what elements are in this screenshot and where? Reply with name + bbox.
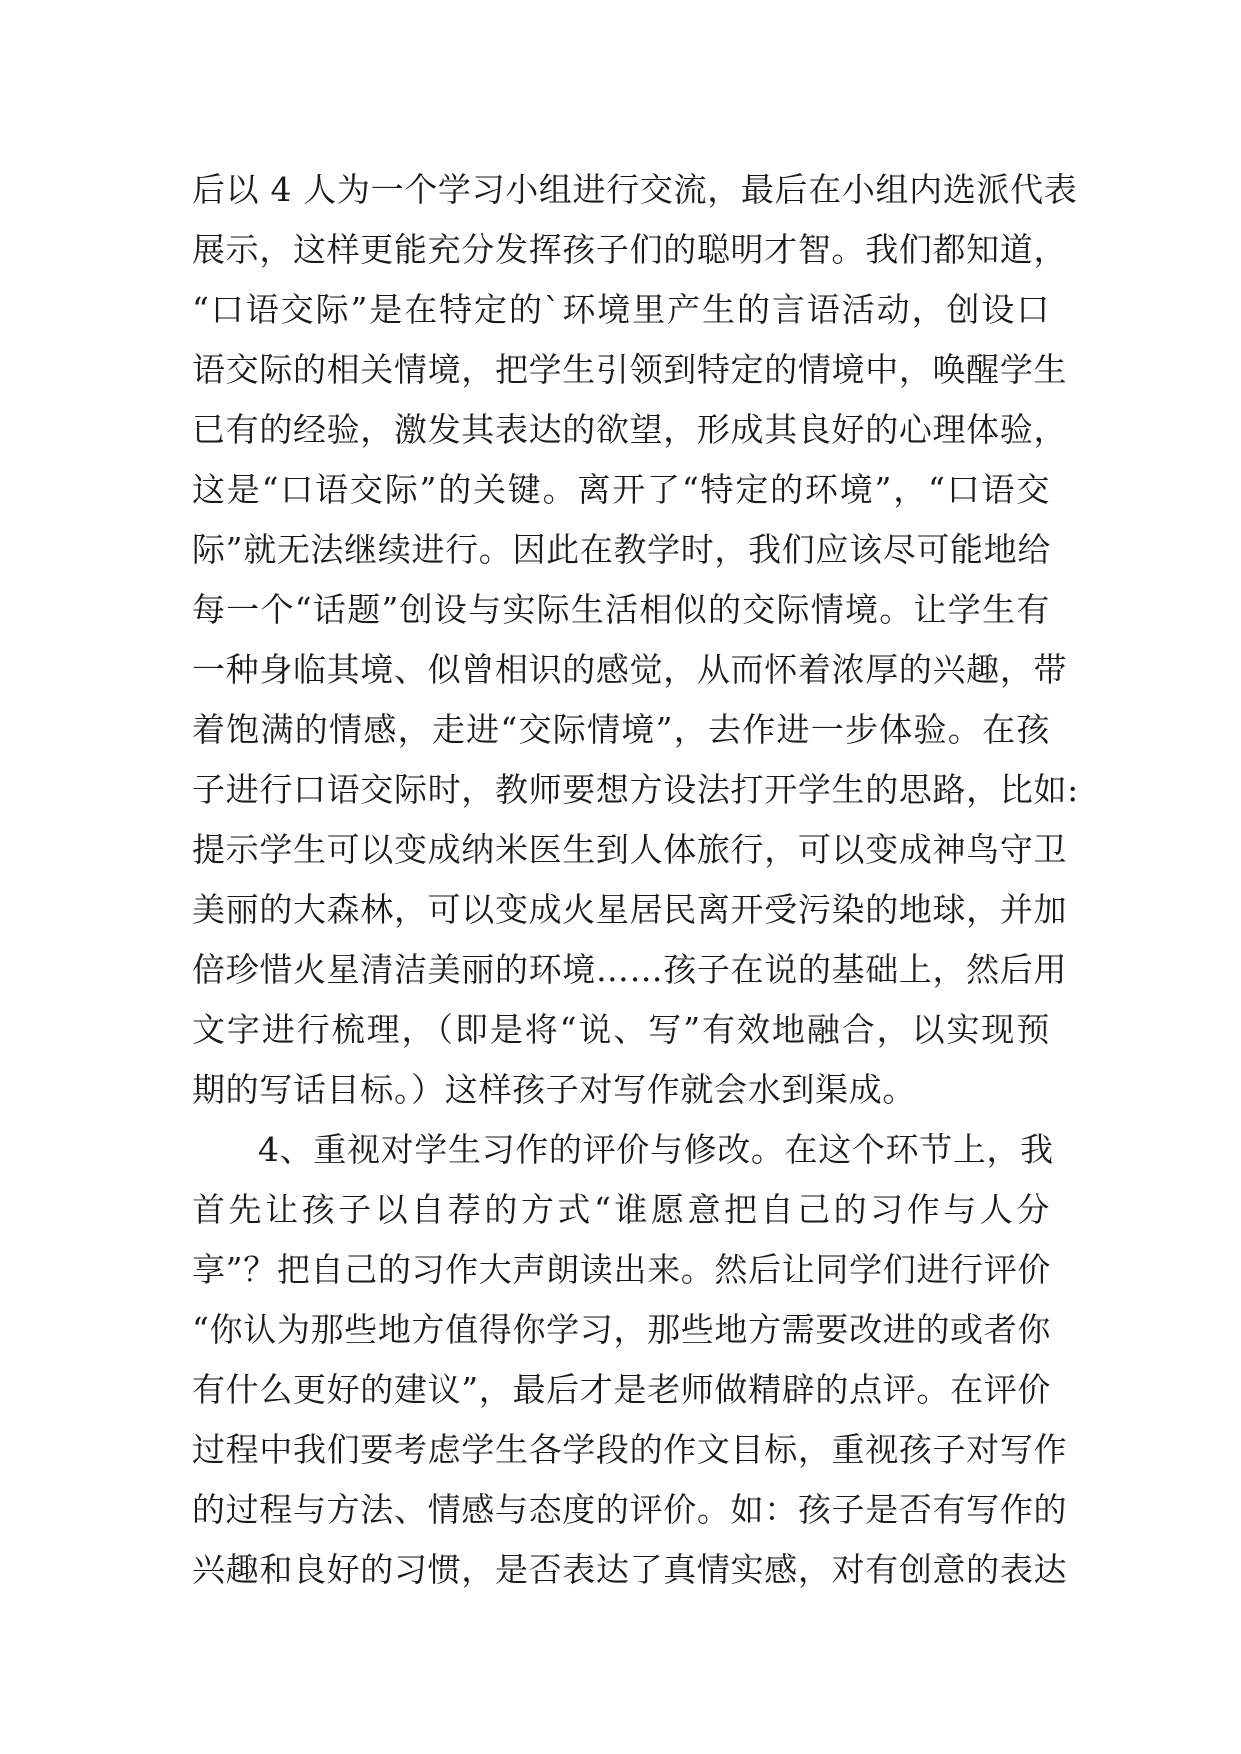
text-line: 际”就无法继续进行。因此在教学时，我们应该尽可能地给 <box>192 530 1052 569</box>
text-line: “口语交际”是在特定的`环境里产生的言语活动，创设口 <box>192 290 1050 329</box>
text-line: 展示，这样更能充分发挥孩子们的聪明才智。我们都知道， <box>192 230 1068 269</box>
text-line: 着饱满的情感，走进“交际情境”，去作进一步体验。在孩 <box>192 710 1050 749</box>
text-line: 文字进行梳理，（即是将“说、写”有效地融合，以实现预 <box>192 1010 1050 1049</box>
text-line: 享”？把自己的习作大声朗读出来。然后让同学们进行评价 <box>192 1250 1052 1289</box>
text-line: 有什么更好的建议”，最后才是老师做精辟的点评。在评价 <box>192 1370 1052 1409</box>
body-text <box>192 160 1079 1600</box>
text-line: 首先让孩子以自荐的方式“谁愿意把自己的习作与人分 <box>192 1190 1050 1229</box>
text-line: 倍珍惜火星清洁美丽的环境……孩子在说的基础上，然后用 <box>192 950 1068 989</box>
text-line: “你认为那些地方值得你学习，那些地方需要改进的或者你 <box>192 1310 1052 1349</box>
text-line: 美丽的大森林，可以变成火星居民离开受污染的地球，并加 <box>192 890 1068 929</box>
text-line: 兴趣和良好的习惯，是否表达了真情实感，对有创意的表达 <box>192 1550 1068 1589</box>
text-line: 提示学生可以变成纳米医生到人体旅行，可以变成神鸟守卫 <box>192 830 1068 869</box>
text-line: 子进行口语交际时，教师要想方设法打开学生的思路，比如: <box>192 770 1079 809</box>
text-line: 一种身临其境、似曾相识的感觉，从而怀着浓厚的兴趣，带 <box>192 650 1068 689</box>
text-line: 已有的经验，激发其表达的欲望，形成其良好的心理体验， <box>192 410 1068 449</box>
text-line: 过程中我们要考虑学生各学段的作文目标，重视孩子对写作 <box>192 1430 1068 1469</box>
text-line: 后以 4 人为一个学习小组进行交流，最后在小组内选派代表 <box>192 170 1078 209</box>
text-line: 语交际的相关情境，把学生引领到特定的情境中，唤醒学生 <box>192 350 1068 389</box>
text-line: 每一个“话题”创设与实际生活相似的交际情境。让学生有 <box>192 590 1050 629</box>
text-line: 这是“口语交际”的关键。离开了“特定的环境”，“口语交 <box>192 470 1050 509</box>
text-line: 期的写话目标。）这样孩子对写作就会水到渠成。 <box>192 1070 917 1109</box>
text-line: 的过程与方法、情感与态度的评价。如：孩子是否有写作的 <box>192 1490 1068 1529</box>
text-line: 4、重视对学生习作的评价与修改。在这个环节上，我 <box>258 1130 1054 1169</box>
